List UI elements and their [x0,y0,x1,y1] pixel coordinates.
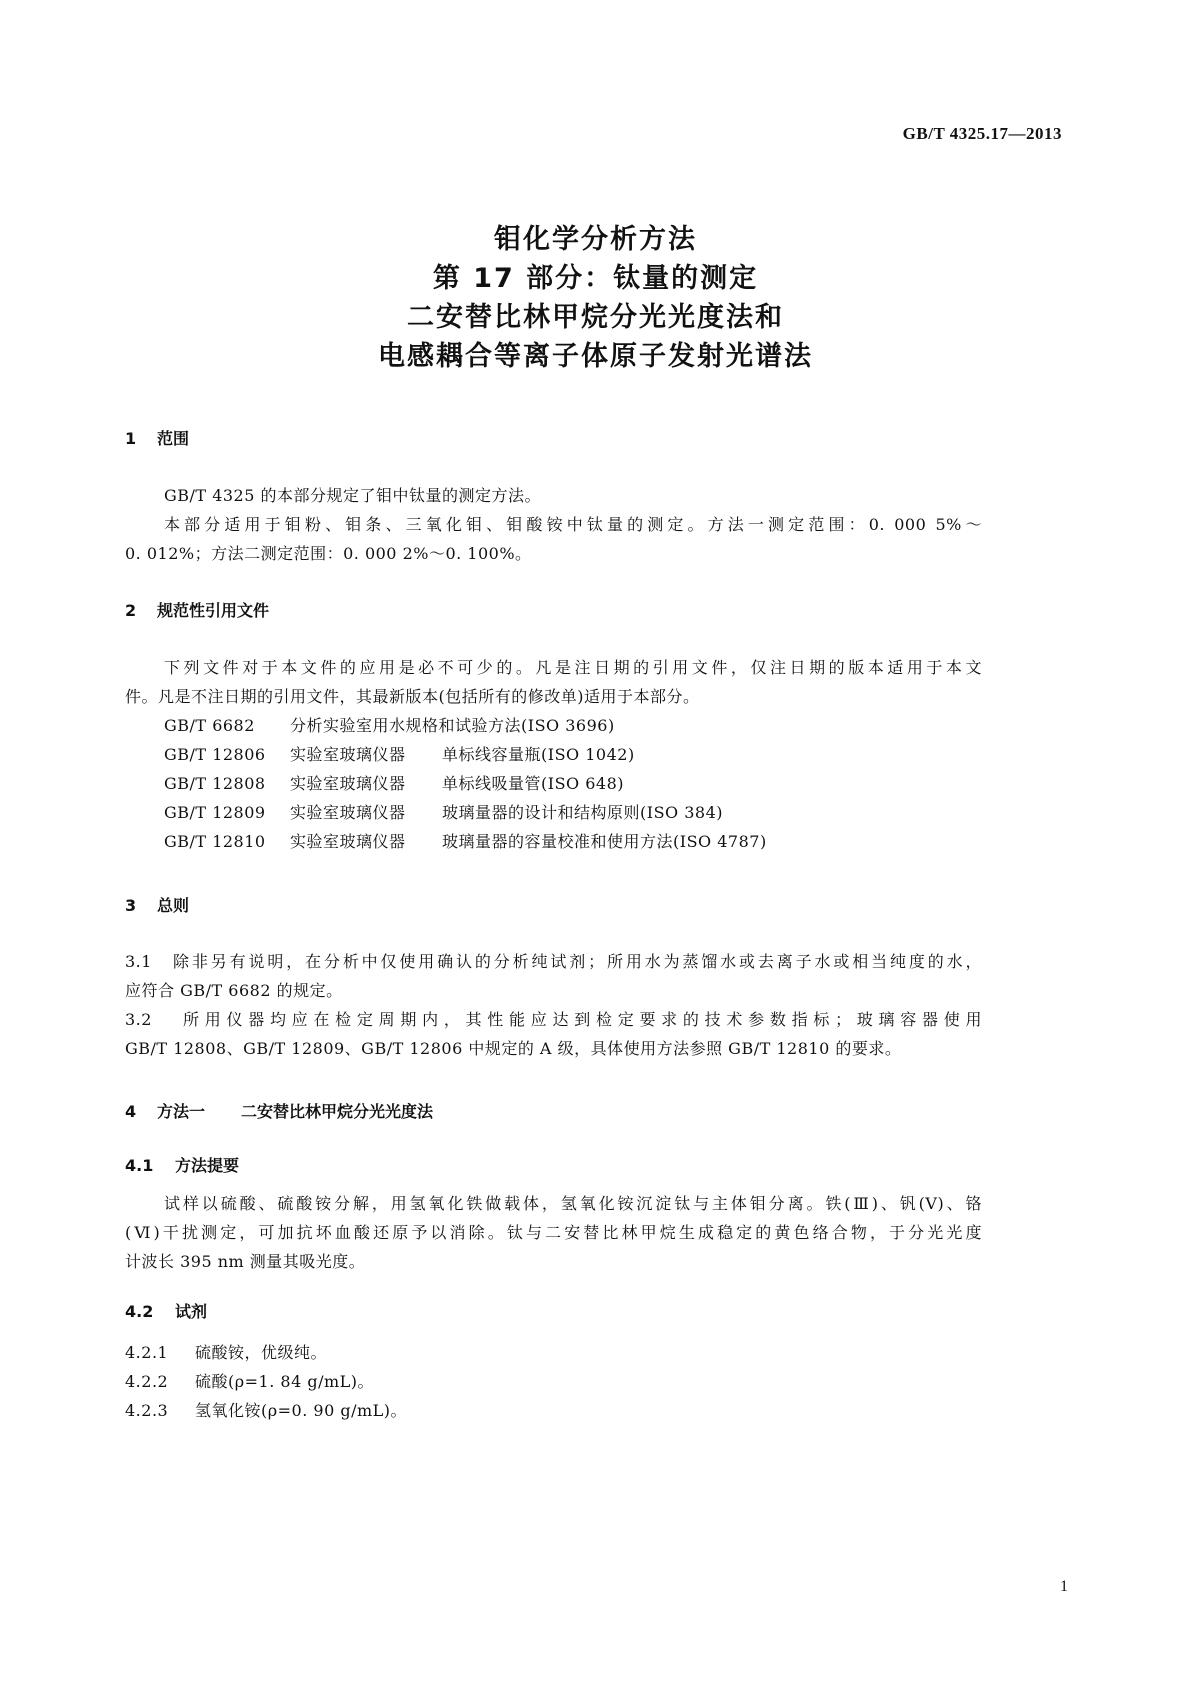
reference-title: 单标线吸量管(ISO 648) [442,774,625,793]
reagent-number: 4.2.3 [125,1401,169,1420]
reagent-text: 硫酸(ρ=1. 84 g/mL)。 [195,1372,375,1391]
paragraph-line: 下列文件对于本文件的应用是必不可少的。凡是注日期的引用文件，仅注日期的版本适用于本文 [164,658,982,677]
reference-item [164,740,635,769]
paragraph-line: GB/T 12808、GB/T 12809、GB/T 12806 中规定的 A 级，具体使用方法参照 GB/T 12810 的要求。 [125,1039,902,1058]
title-line-2: 第 17 部分：钛量的测定 [432,263,759,294]
title-line-1: 钼化学分析方法 [494,224,697,255]
reference-code: GB/T 12810 [164,832,266,851]
section-1-heading [125,426,189,449]
paragraph-line: 应符合 GB/T 6682 的规定。 [125,981,343,1000]
reagent-text: 氢氧化铵(ρ=0. 90 g/mL)。 [195,1401,408,1420]
reference-code: GB/T 12806 [164,745,266,764]
reference-item [164,769,624,798]
subsection-title: 试剂 [175,1302,208,1321]
reagent-item [125,1396,407,1425]
title-line-3: 二安替比林甲烷分光光度法和 [407,302,784,333]
clause-number: 3.1 [125,952,152,971]
subsection-number: 4.2 [125,1302,154,1321]
section-title: 规范性引用文件 [157,601,270,620]
reference-title: 分析实验室用水规格和试验方法(ISO 3696) [290,716,615,735]
paragraph-line: 件。凡是不注日期的引用文件，其最新版本(包括所有的修改单)适用于本部分。 [125,687,700,706]
reference-title: 玻璃量器的设计和结构原则(ISO 384) [442,803,724,822]
reagent-number: 4.2.2 [125,1372,169,1391]
reference-category: 实验室玻璃仪器 [290,832,406,851]
section-title: 总则 [157,896,190,915]
paragraph-line: 计波长 395 nm 测量其吸光度。 [125,1252,366,1271]
reference-code: GB/T 12808 [164,774,266,793]
section-title-method: 方法一 [157,1102,206,1121]
page-number: 1 [1060,1578,1068,1595]
title-line-4: 电感耦合等离子体原子发射光谱法 [378,341,813,372]
section-number: 2 [125,601,137,620]
paragraph-line: 0. 012%；方法二测定范围：0. 000 2%～0. 100%。 [125,544,532,563]
document-title [0,220,1191,376]
reference-category: 实验室玻璃仪器 [290,803,406,822]
subsection-number: 4.1 [125,1156,154,1175]
document-code: GB/T 4325.17—2013 [902,124,1062,143]
reagent-item [125,1367,374,1396]
reagent-number: 4.2.1 [125,1343,169,1362]
clause-3-1-line-1 [125,947,982,976]
reference-category: 实验室玻璃仪器 [290,774,406,793]
section-number: 4 [125,1102,137,1121]
reference-title: 单标线容量瓶(ISO 1042) [442,745,635,764]
reference-item [164,711,615,740]
reference-item [164,798,723,827]
reagent-item [125,1338,327,1367]
clause-number: 3.2 [125,1010,152,1029]
subsection-4-1-heading [125,1153,239,1176]
clause-3-2-line-1 [125,1005,982,1034]
paragraph-line: 本部分适用于钼粉、钼条、三氧化钼、钼酸铵中钛量的测定。方法一测定范围：0. 000 5%～ [164,515,982,534]
reference-category: 实验室玻璃仪器 [290,745,406,764]
section-4-heading [125,1099,433,1122]
section-title: 二安替比林甲烷分光光度法 [241,1102,434,1121]
subsection-4-2-heading [125,1299,207,1322]
clause-text: 除非另有说明，在分析中仅使用确认的分析纯试剂；所用水为蒸馏水或去离子水或相当纯度的水， [173,952,982,971]
paragraph: GB/T 4325 的本部分规定了钼中钛量的测定方法。 [164,486,541,505]
reference-item [164,827,767,856]
reference-code: GB/T 6682 [164,716,255,735]
section-title: 范围 [157,429,190,448]
subsection-title: 方法提要 [175,1156,240,1175]
paragraph-line: 试样以硫酸、硫酸铵分解，用氢氧化铁做载体，氢氧化铵沉淀钛与主体钼分离。铁(Ⅲ)、钒(V)、铬 [164,1194,982,1213]
paragraph-line: (Ⅵ)干扰测定，可加抗坏血酸还原予以消除。钛与二安替比林甲烷生成稳定的黄色络合物，于分光光度 [125,1223,982,1242]
reference-code: GB/T 12809 [164,803,266,822]
clause-text: 所用仪器均应在检定周期内，其性能应达到检定要求的技术参数指标；玻璃容器使用 [183,1010,982,1029]
reagent-text: 硫酸铵，优级纯。 [195,1343,328,1362]
section-2-heading [125,598,269,621]
section-3-heading [125,893,189,916]
section-number: 1 [125,429,137,448]
reference-title: 玻璃量器的容量校准和使用方法(ISO 4787) [442,832,767,851]
section-number: 3 [125,896,137,915]
